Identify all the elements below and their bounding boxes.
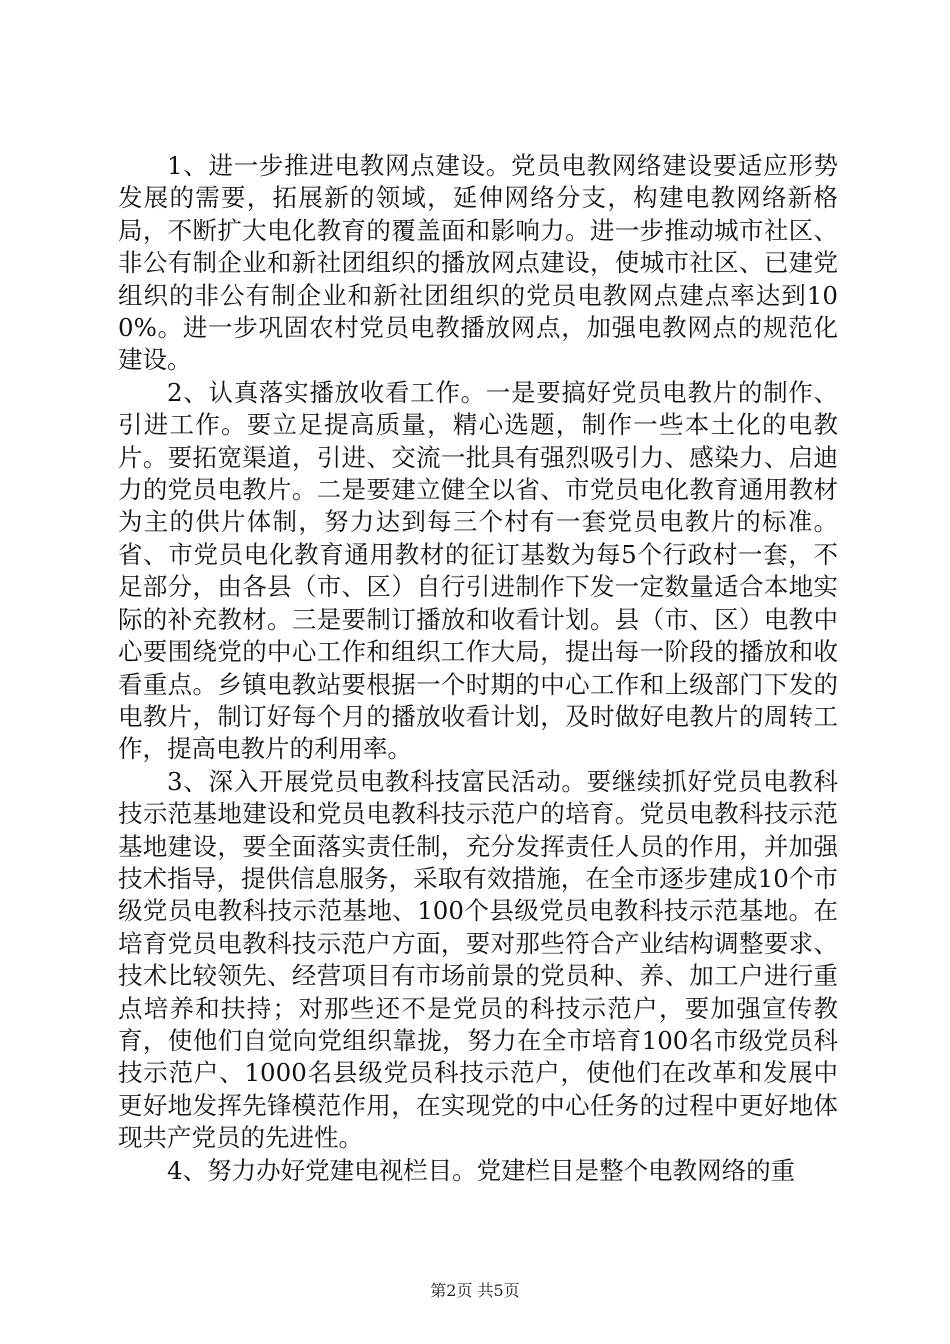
paragraph-3: 3、深入开展党员电教科技富民活动。要继续抓好党员电教科技示范基地建设和党员电教科技示范户的培育。党员电教科技示范基地建设，要全面落实责任制，充分发挥责任人员的作用，并加强技术指导，提供信息服务，采取有效措施，在全市逐步建成10个市级党员电教科技示范基地、100个县级党员电教科技示范基地。在培育党员电教科技示范户方面，要对那些符合产业结构调整要求、技术比较领先、经营项目有市场前景的党员种、养、加工户进行重点培养和扶持；对那些还不是党员的科技示范户，要加强宣传教育，使他们自觉向党组织靠拢，努力在全市培育100名市级党员科技示范户、1000名县级党员科技示范户，使他们在改革和发展中更好地发挥先锋模范作用，在实现党的中心任务的过程中更好地体现共产党员的先进性。 <box>118 766 838 1153</box>
paragraph-4: 4、努力办好党建电视栏目。党建栏目是整个电教网络的重 <box>167 1155 796 1185</box>
page-number-footer: 第2页 共5页 <box>430 1281 520 1300</box>
paragraph-2: 2、认真落实播放收看工作。一是要搞好党员电教片的制作、引进工作。要立足提高质量，精心选题，制作一些本土化的电教片。要拓宽渠道，引进、交流一批具有强烈吸引力、感染力、启迪力的党员电教片。二是要建立健全以省、市党员电化教育通用教材为主的供片体制，努力达到每三个村有一套党员电教片的标准。省、市党员电化教育通用教材的征订基数为每5个行政村一套，不足部分，由各县（市、区）自行引进制作下发一定数量适合本地实际的补充教材。三是要制订播放和收看计划。县（市、区）电教中心要围绕党的中心工作和组织工作大局，提出每一阶段的播放和收看重点。乡镇电教站要根据一个时期的中心工作和上级部门下发的电教片，制订好每个月的播放收看计划，及时做好电教片的周转工作，提高电教片的利用率。 <box>118 377 838 764</box>
paragraph-1: 1、进一步推进电教网点建设。党员电教网络建设要适应形势发展的需要，拓展新的领域，延伸网络分支，构建电教网络新格局，不断扩大电化教育的覆盖面和影响力。进一步推动城市社区、非公有制企业和新社团组织的播放网点建设，使城市社区、已建党组织的非公有制企业和新社团组织的党员电教网点建点率达到100%。进一步巩固农村党员电教播放网点，加强电教网点的规范化建设。 <box>118 151 838 375</box>
document-body <box>118 150 838 1187</box>
